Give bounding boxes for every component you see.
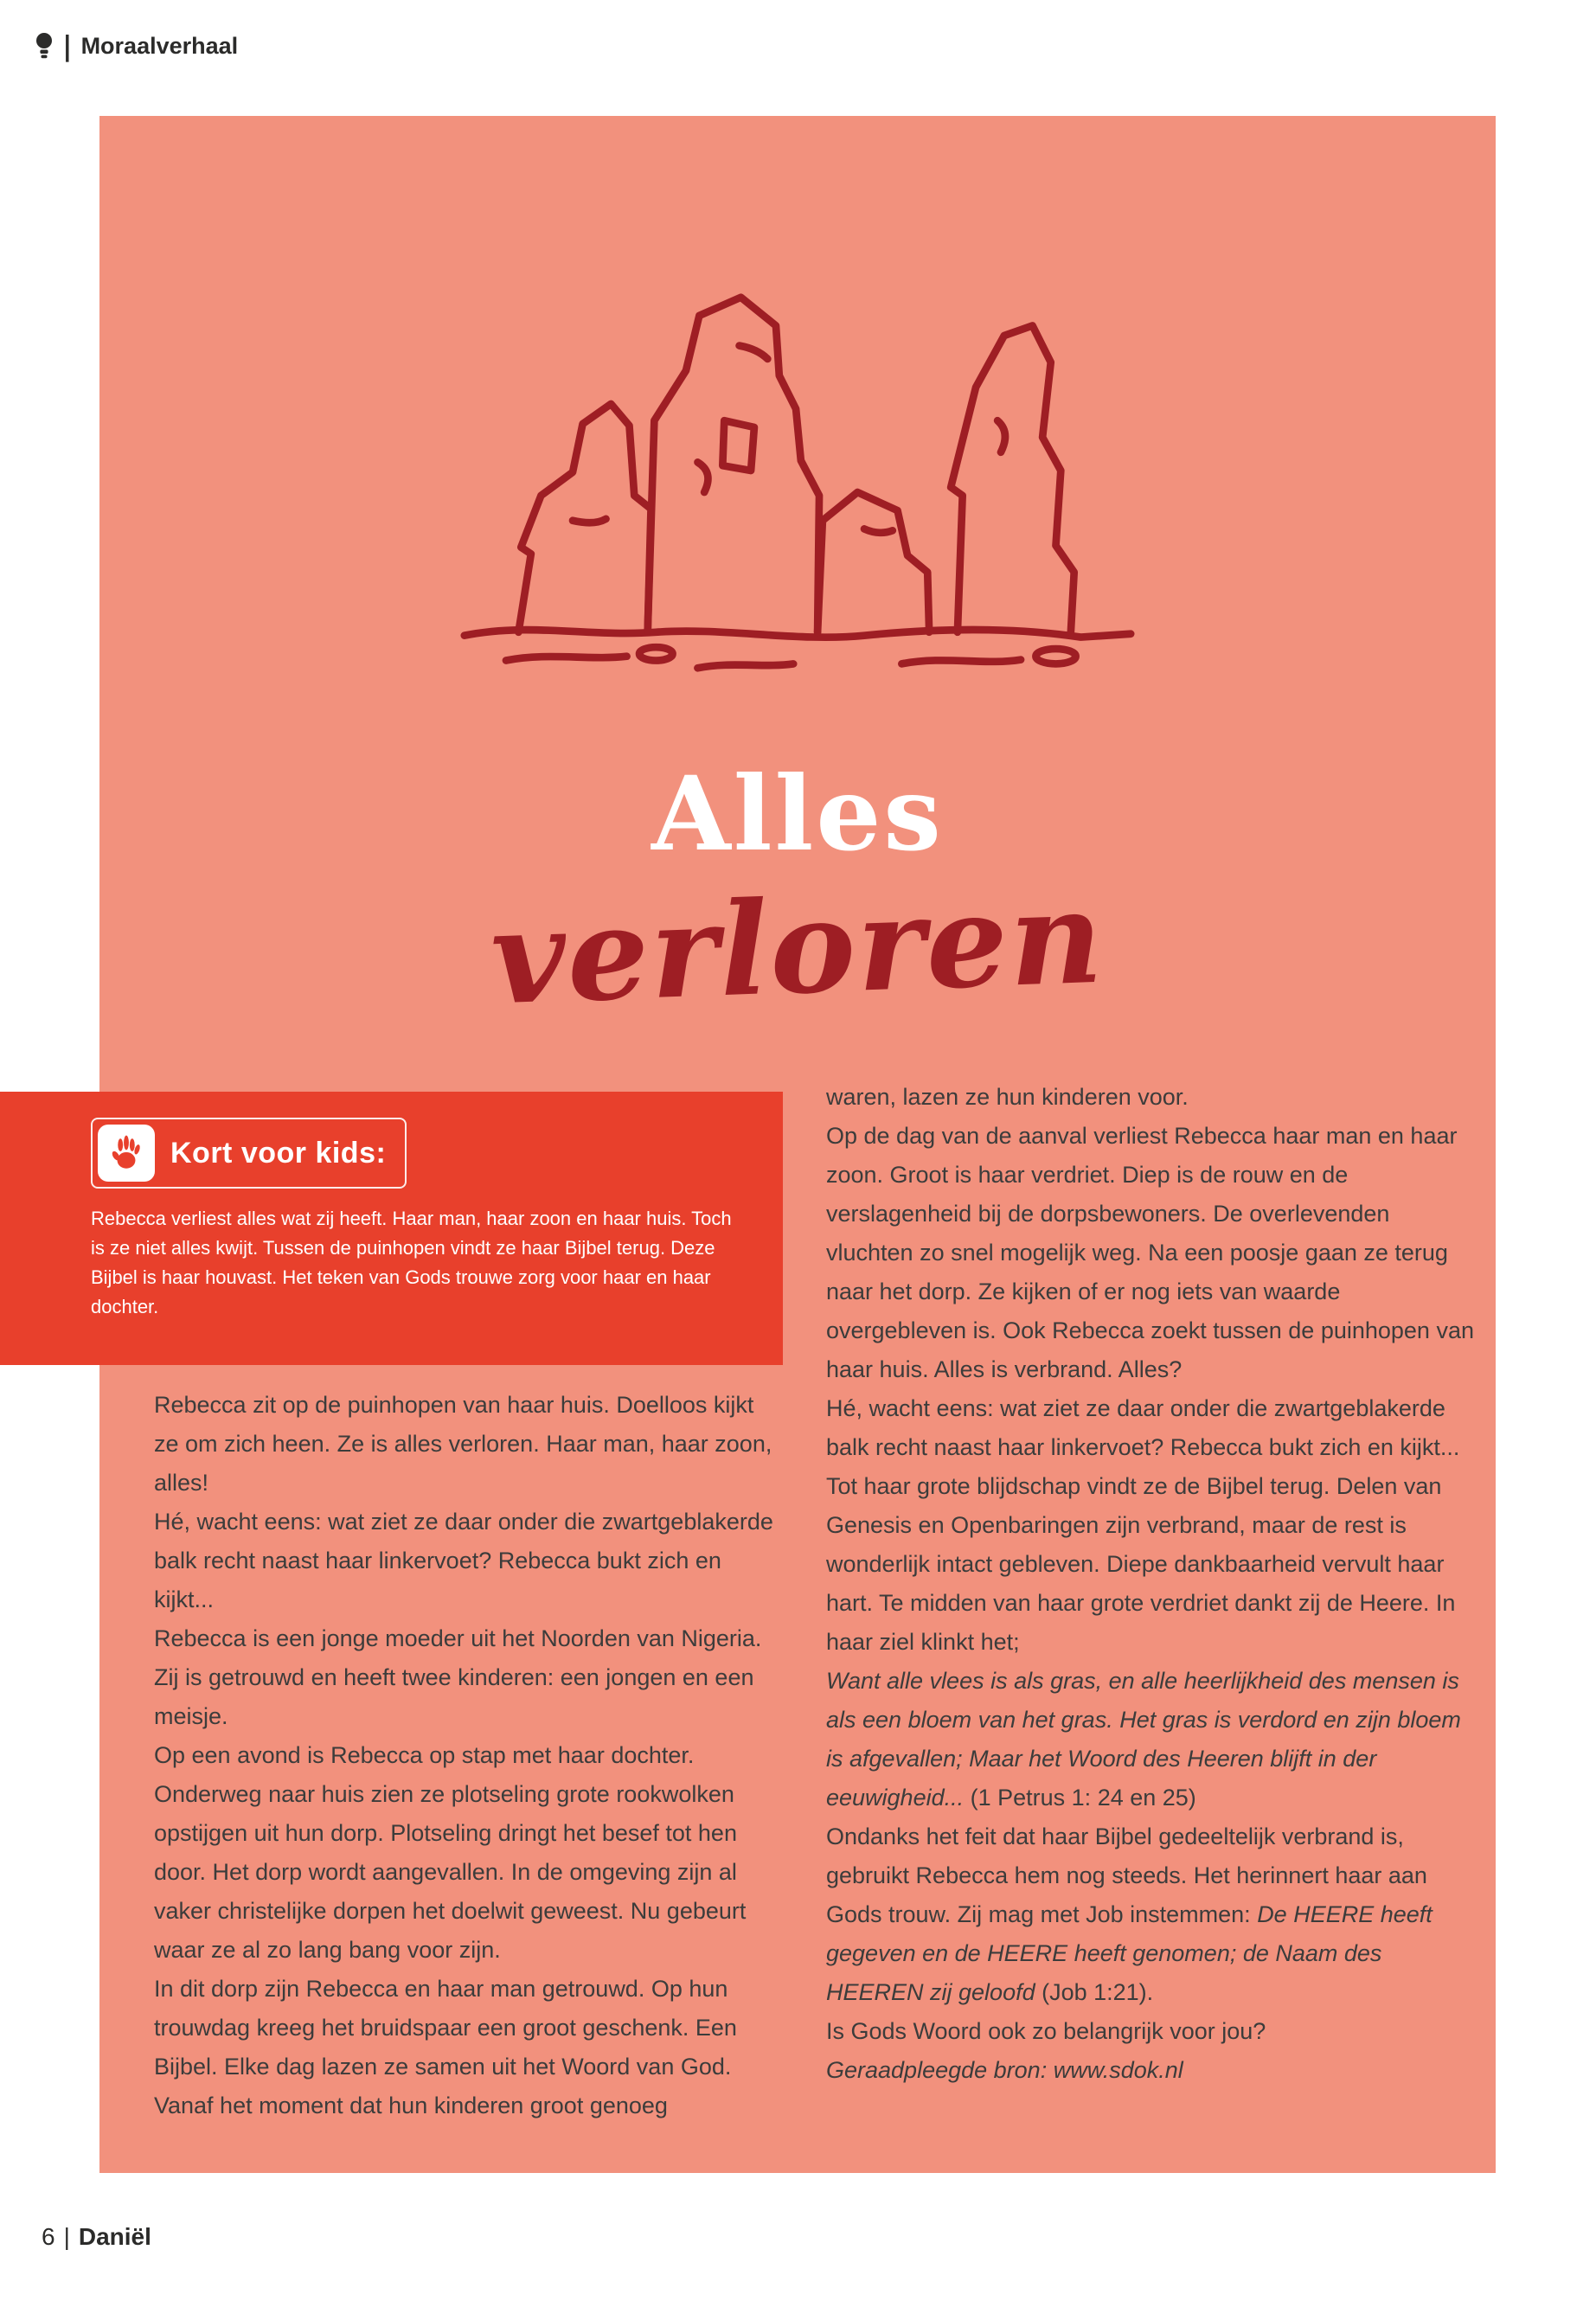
text-segment: Tot haar grote blijdschap vindt ze de Bijbel terug. Delen van Genesis en Openbaringen zijn verbrand, maar de rest is wonderlijk intact gebleven. Diepe dankbaarheid vervult haar hart. Te midden van haar grote verdriet dankt zij de Heere. In haar ziel klinkt het; <box>826 1473 1456 1655</box>
paragraph <box>154 1970 779 2125</box>
right-column <box>826 1078 1477 2090</box>
article-title: Alles <box>651 753 944 874</box>
paragraph <box>826 1117 1477 1389</box>
page-footer <box>42 2223 151 2251</box>
paragraph <box>826 1817 1477 2012</box>
text-segment: Hé, wacht eens: wat ziet ze daar onder die zwartgeblakerde balk recht naast haar linkervoet? Rebecca bukt zich en kijkt... <box>826 1395 1460 1460</box>
header-divider: | <box>64 29 71 62</box>
kids-box-label: Kort voor kids: <box>170 1136 387 1170</box>
text-segment: (Job 1:21). <box>1042 1979 1154 2005</box>
text-segment: Want alle vlees is als gras, en alle heerlijkheid des mensen is als een bloem van het gras. Het gras is verdord en zijn bloem is afgevallen; Maar het Woord des Heeren blijft in der eeuwigheid... <box>826 1668 1461 1811</box>
paragraph <box>826 2012 1477 2051</box>
text-segment: waren, lazen ze hun kinderen voor. <box>826 1084 1189 1110</box>
paragraph <box>826 1467 1477 1662</box>
text-segment: Hé, wacht eens: wat ziet ze daar onder die zwartgeblakerde balk recht naast haar linkervoet? Rebecca bukt zich en kijkt... <box>154 1509 773 1612</box>
left-column <box>154 1386 779 2125</box>
text-segment: Op een avond is Rebecca op stap met haar dochter. Onderweg naar huis zien ze plotseling grote rookwolken opstijgen uit hun dorp. Plotseling dringt het besef tot hen door. Het dorp wordt aangevallen. In de omgeving zijn al vaker christelijke dorpen het doelwit geweest. Nu gebeurt waar ze al zo lang bang voor zijn. <box>154 1742 747 1963</box>
lightbulb-icon <box>35 31 54 61</box>
paragraph <box>826 2051 1477 2090</box>
page-number: 6 <box>42 2223 55 2250</box>
page-header <box>35 31 238 61</box>
footer-divider: | <box>63 2223 70 2250</box>
text-segment: Op de dag van de aanval verliest Rebecca haar man en haar zoon. Groot is haar verdriet. Diep is de rouw en de verslagenheid bij de dorpsbewoners. De overlevenden vluchten zo snel mogelijk weg. Na een poosje gaan ze terug naar het dorp. Ze kijken of er nog iets van waarde overgebleven is. Ook Rebecca zoekt tussen de puinhopen van haar huis. Alles is verbrand. Alles? <box>826 1123 1474 1382</box>
kids-box-header <box>91 1118 407 1189</box>
paragraph <box>826 1662 1477 1817</box>
article-subtitle: verloren <box>488 861 1107 1034</box>
text-segment: De HEERE heeft gegeven en de HEERE heeft genomen; de Naam des HEEREN zij geloofd <box>826 1901 1433 2005</box>
paragraph <box>826 1389 1477 1467</box>
paragraph <box>154 1736 779 1970</box>
text-segment: Rebecca is een jonge moeder uit het Noorden van Nigeria. Zij is getrouwd en heeft twee kinderen: een jongen en een meisje. <box>154 1625 762 1729</box>
ruins-illustration <box>447 246 1148 695</box>
magazine-name: Daniël <box>78 2223 151 2250</box>
paragraph <box>154 1386 779 1503</box>
text-segment: In dit dorp zijn Rebecca en haar man getrouwd. Op hun trouwdag kreeg het bruidspaar een groot geschenk. Een Bijbel. Elke dag lazen ze samen uit het Woord van God. Vanaf het moment dat hun kinderen groot genoeg <box>154 1976 737 2118</box>
text-segment: Rebecca zit op de puinhopen van haar huis. Doelloos kijkt ze om zich heen. Ze is alles verloren. Haar man, haar zoon, alles! <box>154 1392 772 1496</box>
paragraph <box>826 1078 1477 1117</box>
text-segment: Is Gods Woord ook zo belangrijk voor jou? <box>826 2018 1266 2044</box>
text-segment: Ondanks het feit dat haar Bijbel gedeeltelijk verbrand is, gebruikt Rebecca hem nog steeds. Het herinnert haar aan Gods trouw. Zij mag met Job instemmen: <box>826 1823 1427 1927</box>
kids-box <box>0 1092 783 1365</box>
paragraph <box>154 1503 779 1619</box>
paragraph <box>154 1619 779 1736</box>
text-segment: (1 Petrus 1: 24 en 25) <box>970 1785 1196 1811</box>
handprint-icon <box>98 1125 155 1182</box>
section-label: Moraalverhaal <box>80 32 239 59</box>
text-segment: Geraadpleegde bron: www.sdok.nl <box>826 2057 1183 2083</box>
kids-box-text: Rebecca verliest alles wat zij heeft. Haar man, haar zoon en haar huis. Toch is ze niet alles kwijt. Tussen de puinhopen vindt ze haar Bijbel terug. Deze Bijbel is haar houvast. Het teken van Gods trouwe zorg voor haar en haar dochter. <box>91 1208 732 1317</box>
